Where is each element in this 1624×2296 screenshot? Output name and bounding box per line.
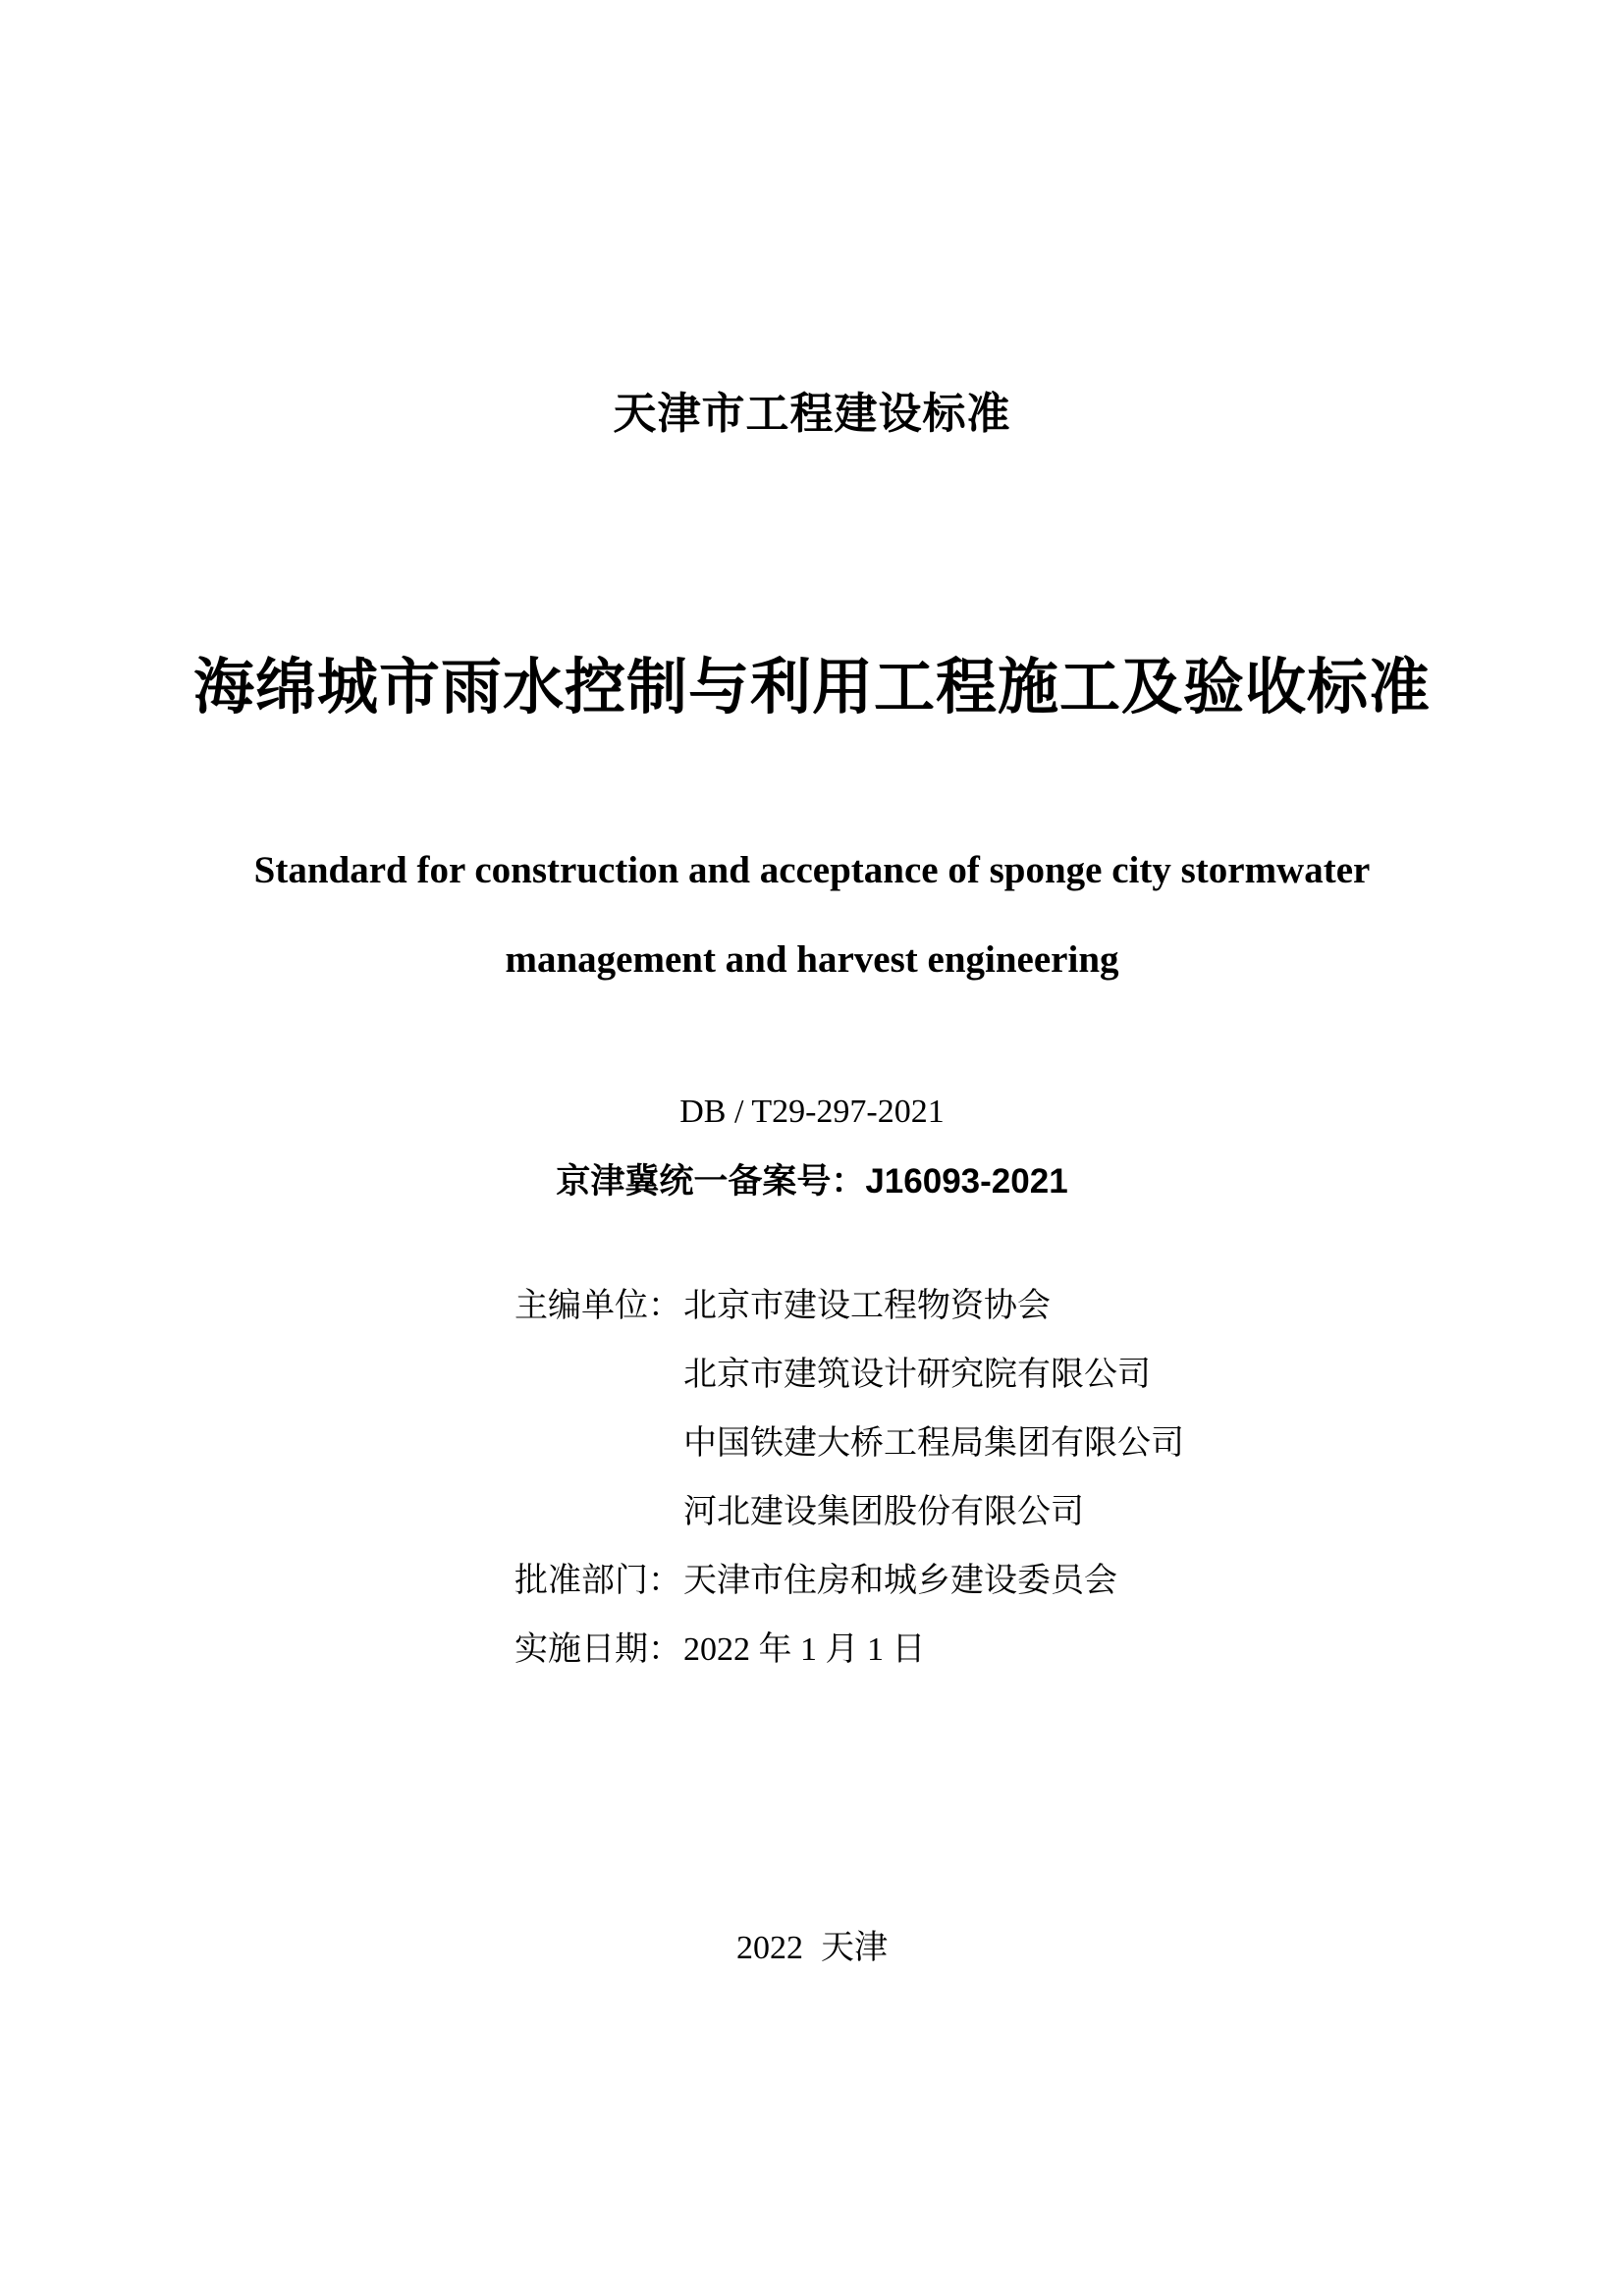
document-title-chinese: 海绵城市雨水控制与利用工程施工及验收标准 [192, 654, 1431, 721]
footer-city: 天津 [821, 1929, 888, 1966]
footer-year: 2022 [736, 1930, 803, 1966]
chief-editor-unit: 北京市建设工程物资协会 [683, 1288, 1051, 1324]
chief-editor-unit: 北京市建筑设计研究院有限公司 [683, 1357, 1151, 1393]
label-spacer [514, 1478, 683, 1547]
approval-dept-label: 批准部门： [514, 1563, 681, 1599]
implementation-date-value: 2022 年 1 月 1 日 [683, 1631, 926, 1668]
filing-number: 京津冀统一备案号：J16093-2021 [556, 1162, 1068, 1201]
chief-editor-row [514, 1272, 1184, 1341]
standard-code: DB / T29-297-2021 [679, 1094, 945, 1130]
label-spacer [514, 1341, 683, 1410]
standard-category-heading: 天津市工程建设标准 [613, 390, 1011, 438]
chief-editor-row [514, 1410, 1184, 1478]
chief-editor-unit: 中国铁建大桥工程局集团有限公司 [683, 1425, 1184, 1462]
footer-imprint [0, 1920, 1624, 1968]
chief-editor-unit: 河北建设集团股份有限公司 [683, 1494, 1084, 1530]
implementation-date-label: 实施日期： [514, 1631, 681, 1668]
label-spacer [514, 1410, 683, 1478]
implementation-date-row [514, 1616, 1184, 1684]
document-title-english-line1: Standard for construction and acceptance of sponge city stormwater [253, 849, 1371, 891]
approval-dept-value: 天津市住房和城乡建设委员会 [683, 1563, 1117, 1599]
document-title-english-line2: management and harvest engineering [505, 938, 1119, 981]
chief-editor-label: 主编单位： [514, 1288, 681, 1324]
publication-info-block [514, 1272, 1184, 1684]
chief-editor-row [514, 1478, 1184, 1547]
approval-dept-row [514, 1547, 1184, 1616]
chief-editor-row [514, 1341, 1184, 1410]
